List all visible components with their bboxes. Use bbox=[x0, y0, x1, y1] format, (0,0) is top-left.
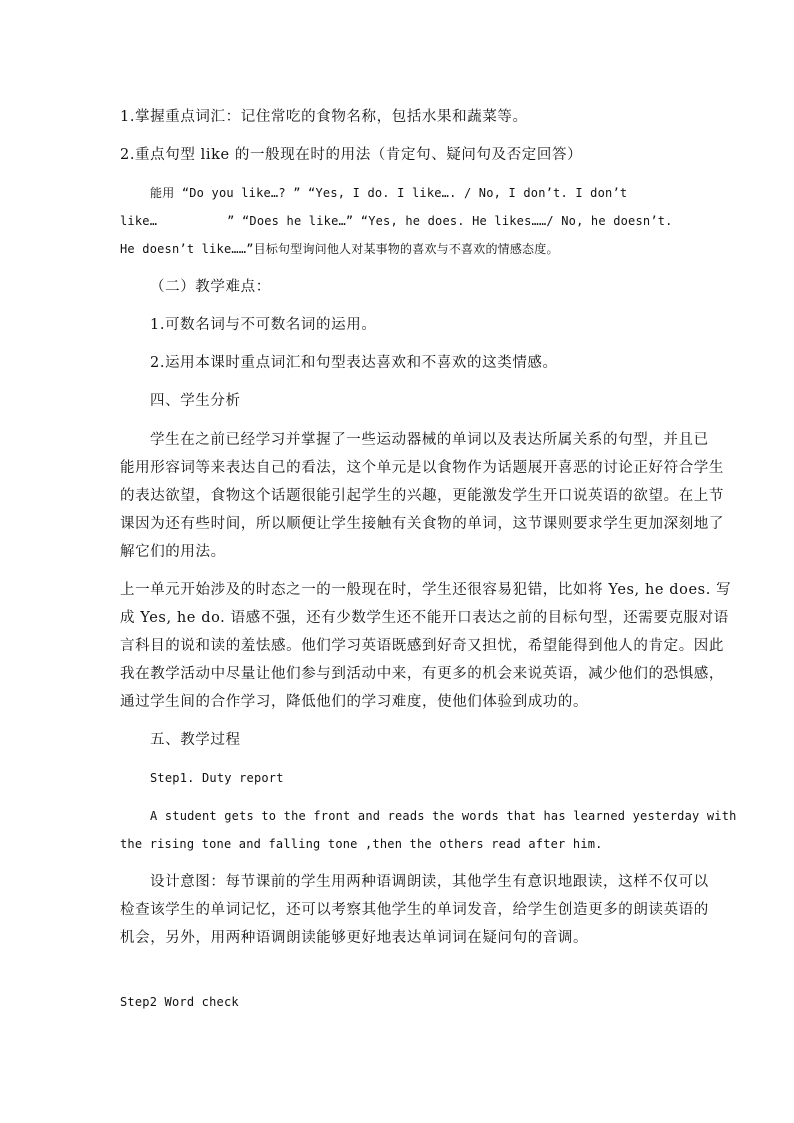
design-intent-line-1: 设计意图：每节课前的学生用两种语调朗读，其他学生有意识地跟读，这样不仅可以 bbox=[150, 874, 709, 890]
student-para-line-2: 能用形容词等来表达自己的看法，这个单元是以食物作为话题展开喜恶的讨论正好符合学生 bbox=[120, 460, 724, 476]
tense-para-line-2: 成 Yes, he do. 语感不强，还有少数学生还不能开口表达之前的目标句型，还需要克服对语 bbox=[120, 610, 729, 626]
tense-para-line-3: 言科目的说和读的羞怯感。他们学习英语既感到好奇又担忧，希望能得到他人的肯定。因此 bbox=[120, 638, 724, 654]
difficulty-item-1: 1.可数名词与不可数名词的运用。 bbox=[150, 317, 377, 333]
tense-para-line-5: 通过学生间的合作学习，降低他们的学习难度，使他们体验到成功的。 bbox=[120, 694, 589, 710]
step1-title: Step1. Duty report bbox=[150, 771, 284, 785]
pattern-line-2b: ” “Does he like…” “Yes, he does. He likes……/ No, he doesn’t. bbox=[227, 214, 673, 228]
student-para-line-5: 解它们的用法。 bbox=[120, 544, 226, 560]
pattern-line-3: He doesn’t like……”目标句型询问他人对某事物的喜欢与不喜欢的情感态度。 bbox=[120, 242, 559, 256]
design-intent-line-2: 检查该学生的单词记忆，还可以考察其他学生的单词发音，给学生创造更多的朗读英语的 bbox=[120, 902, 709, 918]
objective-sentence-pattern: 2.重点句型 like 的一般现在时的用法（肯定句、疑问句及否定回答） bbox=[120, 147, 583, 163]
objective-vocabulary: 1.掌握重点词汇：记住常吃的食物名称，包括水果和蔬菜等。 bbox=[120, 109, 528, 125]
tense-para-line-4: 我在教学活动中尽量让他们参与到活动中来，有更多的机会来说英语，减少他们的恐惧感， bbox=[120, 666, 724, 682]
step1-desc-line-1: A student gets to the front and reads the words that has learned yesterday with bbox=[150, 809, 737, 823]
pattern-line-2 bbox=[120, 212, 676, 230]
pattern-line-2a: like… bbox=[120, 214, 158, 228]
student-para-line-4: 课因为还有些时间，所以顺便让学生接触有关食物的单词，这节课则要求学生更加深刻地了 bbox=[120, 516, 724, 532]
pattern-line-1: 能用 “Do you like…? ” “Yes, I do. I like…. / No, I don’t. I don’t bbox=[150, 186, 628, 200]
design-intent-line-3: 机会，另外，用两种语调朗读能够更好地表达单词词在疑问句的音调。 bbox=[120, 930, 589, 946]
difficulty-item-2: 2.运用本课时重点词汇和句型表达喜欢和不喜欢的这类情感。 bbox=[150, 355, 558, 371]
student-para-line-1: 学生在之前已经学习并掌握了一些运动器械的单词以及表达所属关系的句型，并且已 bbox=[150, 432, 709, 448]
step2-title: Step2 Word check bbox=[120, 995, 239, 1009]
student-para-line-3: 的表达欲望，食物这个话题很能引起学生的兴趣，更能激发学生开口说英语的欲望。在上节 bbox=[120, 488, 724, 504]
tense-para-line-1: 上一单元开始涉及的时态之一的一般现在时，学生还很容易犯错，比如将 Yes, he does. 写 bbox=[120, 582, 732, 598]
teaching-process-heading: 五、教学过程 bbox=[150, 732, 241, 748]
step1-desc-line-2: the rising tone and falling tone ,then the others read after him. bbox=[120, 837, 603, 851]
difficulty-heading: （二）教学难点： bbox=[150, 279, 271, 295]
student-analysis-heading: 四、学生分析 bbox=[150, 393, 241, 409]
